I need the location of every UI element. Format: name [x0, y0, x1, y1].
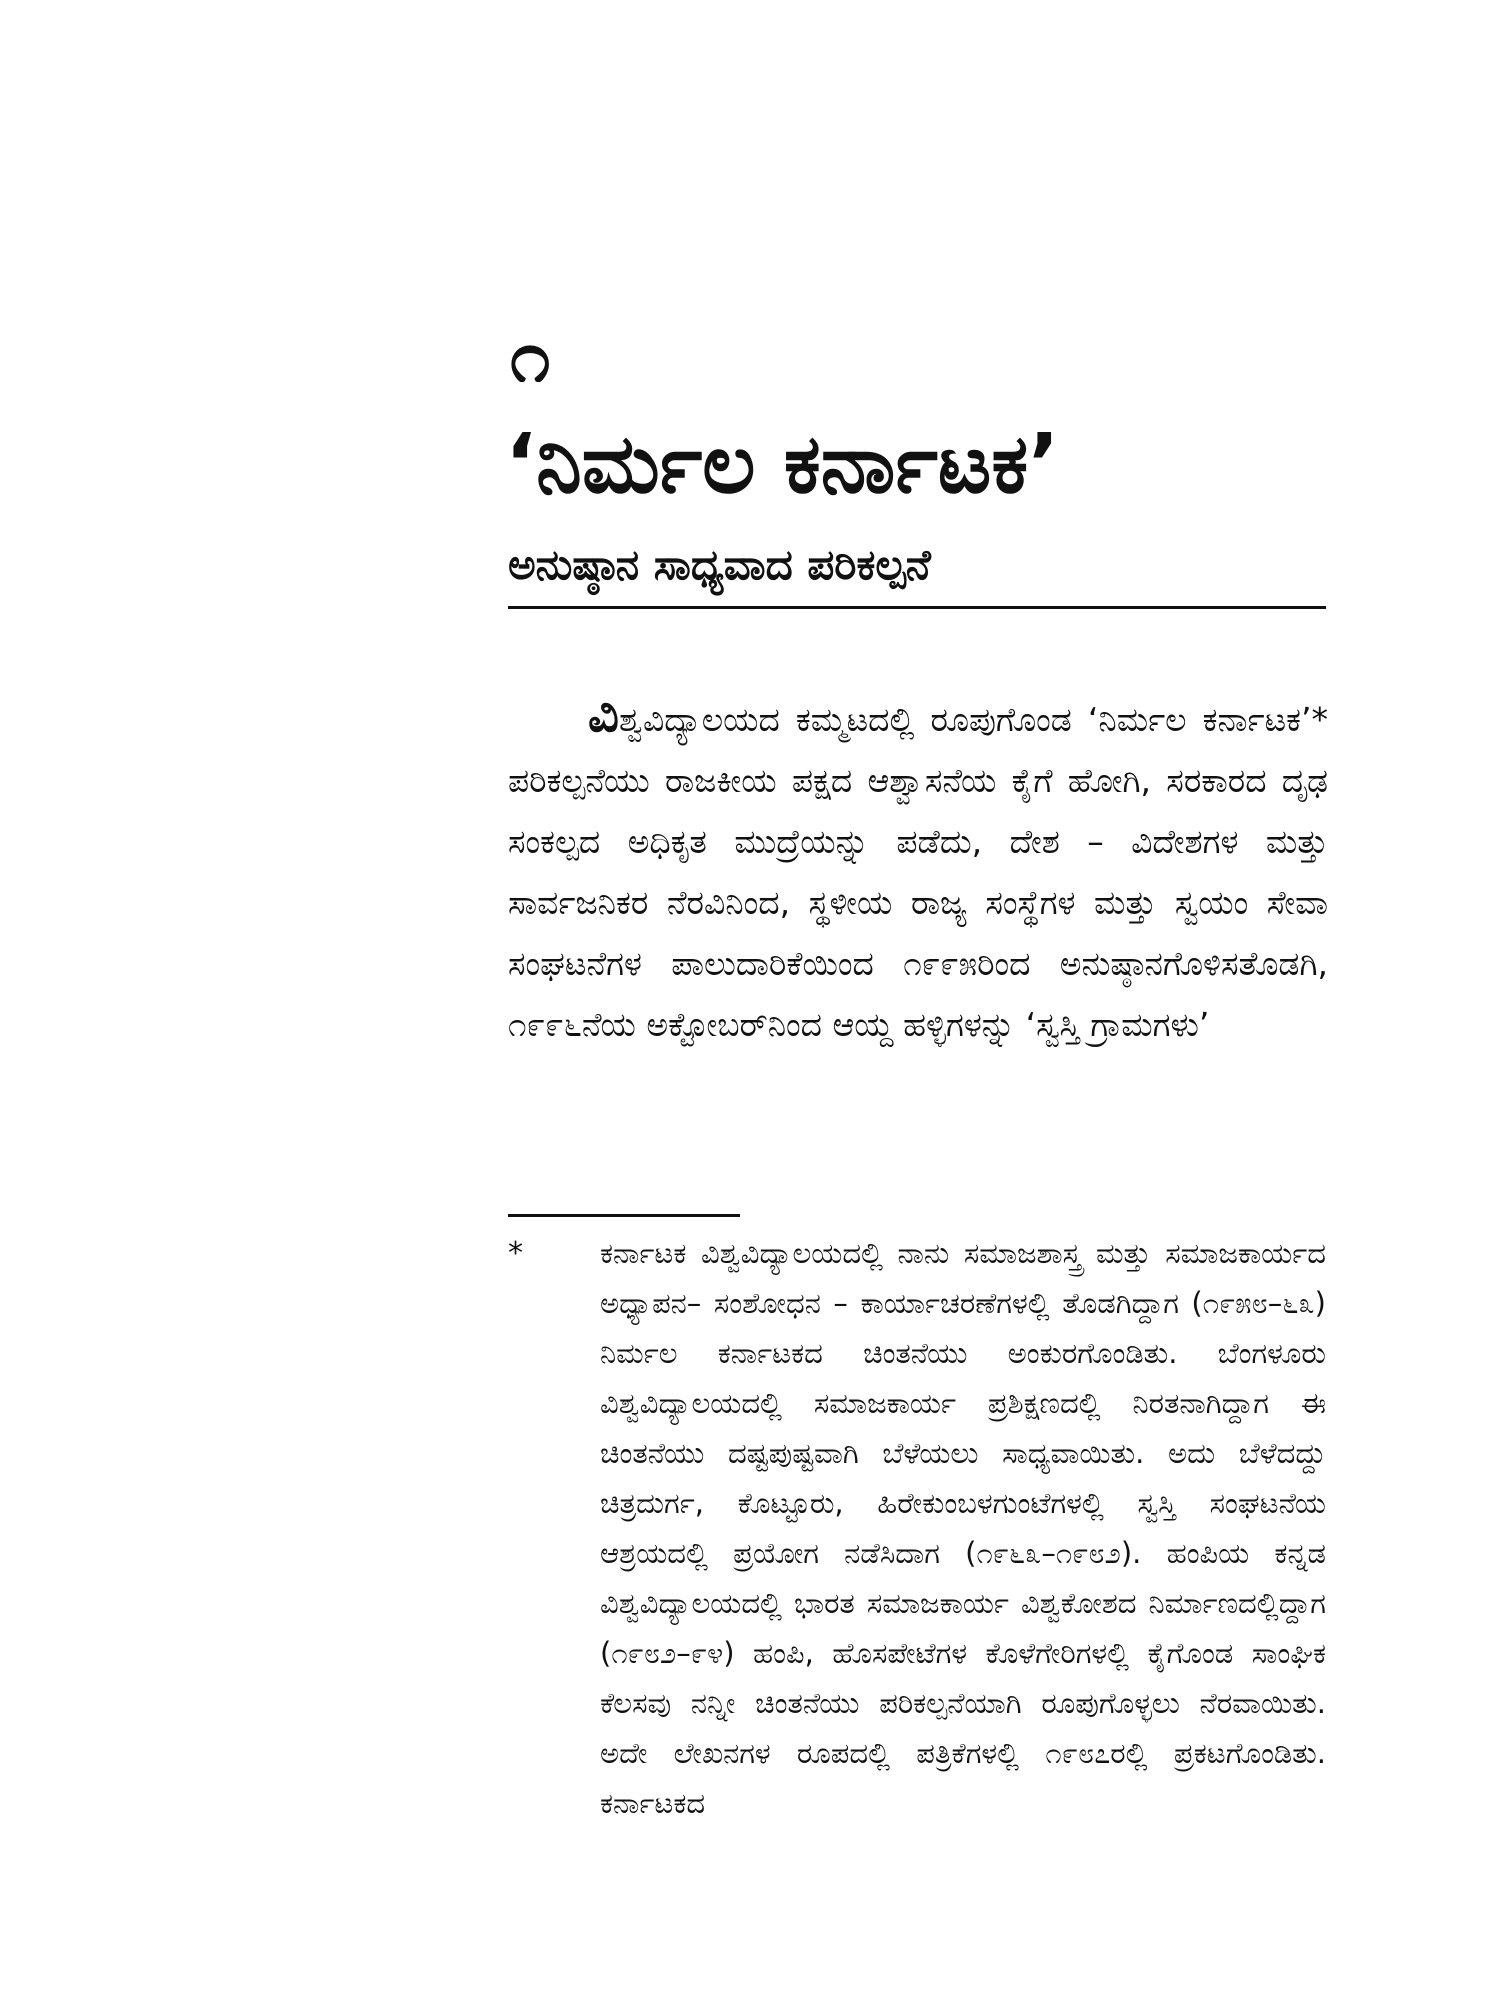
- body-text: ಶ್ವವಿದ್ಯಾಲಯದ ಕಮ್ಮಟದಲ್ಲಿ ರೂಪುಗೊಂಡ ‘ನಿರ್ಮಲ ಕರ್ನಾಟಕ’* ಪರಿಕಲ್ಪನೆಯು ರಾಜಕೀಯ ಪಕ್ಷದ ಆಶ್ವಾಸನೆಯ ಕೈಗೆ ಹೋಗಿ, ಸರಕಾರದ ದೃಢ ಸಂಕಲ್ಪದ ಅಧಿಕೃತ ಮುದ್ರೆಯನ್ನು ಪಡೆದು, ದೇಶ – ವಿದೇಶಗಳ ಮತ್ತು ಸಾರ್ವಜನಿಕರ ನೆರವಿನಿಂದ, ಸ್ಥಳೀಯ ರಾಜ್ಯ ಸಂಸ್ಥೆಗಳ ಮತ್ತು ಸ್ವಯಂ ಸೇವಾ ಸಂಘಟನೆಗಳ ಪಾಲುದಾರಿಕೆಯಿಂದ ೧೯೯೫ರಿಂದ ಅನುಷ್ಠಾನಗೊಳಿಸತೊಡಗಿ, ೧೯೯೬ನೆಯ ಅಕ್ಟೋಬರ್‌ನಿಂದ ಆಯ್ದ ಹಳ್ಳಿಗಳನ್ನು ‘ಸ್ವಸ್ತಿ ಗ್ರಾಮಗಳು’: [508, 700, 1328, 1044]
- chapter-number: ೧: [510, 314, 551, 398]
- footnote-divider: [508, 1214, 740, 1217]
- footnote-marker: *: [508, 1236, 523, 1271]
- title-divider: [508, 606, 1326, 609]
- drop-cap: ವಿ: [588, 687, 619, 743]
- chapter-title: ‘ನಿರ್ಮಲ ಕರ್ನಾಟಕ’: [505, 417, 1060, 512]
- footnote-text: ಕರ್ನಾಟಕ ವಿಶ್ವವಿದ್ಯಾಲಯದಲ್ಲಿ ನಾನು ಸಮಾಜಶಾಸ್ತ್ರ ಮತ್ತು ಸಮಾಜಕಾರ್ಯದ ಅಧ್ಯಾಪನ– ಸಂಶೋಧನ – ಕಾರ್ಯಾಚರಣೆಗಳಲ್ಲಿ ತೊಡಗಿದ್ದಾಗ (೧೯೫೮–೬೩) ನಿರ್ಮಲ ಕರ್ನಾಟಕದ ಚಿಂತನೆಯು ಅಂಕುರಗೊಂಡಿತು. ಬೆಂಗಳೂರು ವಿಶ್ವವಿದ್ಯಾಲಯದಲ್ಲಿ ಸಮಾಜಕಾರ್ಯ ಪ್ರಶಿಕ್ಷಣದಲ್ಲಿ ನಿರತನಾಗಿದ್ದಾಗ ಈ ಚಿಂತನೆಯು ದಷ್ಟಪುಷ್ಟವಾಗಿ ಬೆಳೆಯಲು ಸಾಧ್ಯವಾಯಿತು. ಅದು ಬೆಳೆದದ್ದು ಚಿತ್ರದುರ್ಗ, ಕೊಟ್ಟೂರು, ಹಿರೇಕುಂಬಳಗುಂಟೆಗಳಲ್ಲಿ ಸ್ವಸ್ತಿ ಸಂಘಟನೆಯ ಆಶ್ರಯದಲ್ಲಿ ಪ್ರಯೋಗ ನಡೆಸಿದಾಗ (೧೯೬೩–೧೯೮೨). ಹಂಪಿಯ ಕನ್ನಡ ವಿಶ್ವವಿದ್ಯಾಲಯದಲ್ಲಿ ಭಾರತ ಸಮಾಜಕಾರ್ಯ ವಿಶ್ವಕೋಶದ ನಿರ್ಮಾಣದಲ್ಲಿದ್ದಾಗ (೧೯೮೨–೯೪) ಹಂಪಿ, ಹೊಸಪೇಟೆಗಳ ಕೊಳೆಗೇರಿಗಳಲ್ಲಿ ಕೈಗೊಂಡ ಸಾಂಘಿಕ ಕೆಲಸವು ನನ್ನೀ ಚಿಂತನೆಯು ಪರಿಕಲ್ಪನೆಯಾಗಿ ರೂಪುಗೊಳ್ಳಲು ನೆರವಾಯಿತು. ಅದೇ ಲೇಖನಗಳ ರೂಪದಲ್ಲಿ ಪತ್ರಿಕೆಗಳಲ್ಲಿ ೧೯೮೭ರಲ್ಲಿ ಪ್ರಕಟಗೊಂಡಿತು. ಕರ್ನಾಟಕದ: [600, 1236, 1326, 1820]
- body-paragraph: [508, 685, 1328, 1055]
- chapter-subtitle: ಅನುಷ್ಠಾನ ಸಾಧ್ಯವಾದ ಪರಿಕಲ್ಪನೆ: [508, 540, 931, 589]
